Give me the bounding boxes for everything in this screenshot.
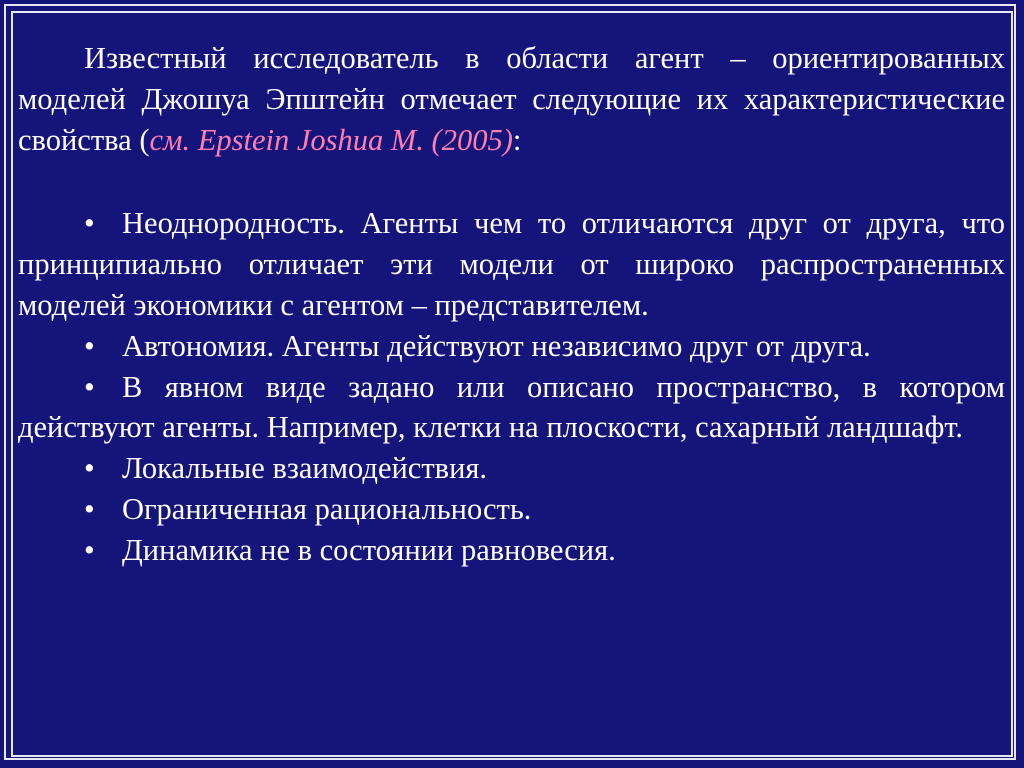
list-item-text: Автономия. Агенты действуют независимо друг от друга. <box>122 328 871 363</box>
intro-paragraph <box>18 38 1005 160</box>
list-item-text: Неоднородность. Агенты чем то отличаются друг от друга, что принципиально отличает эти модели от широко распространенных моделей экономики с агентом – представителем. <box>18 206 1005 322</box>
slide-content <box>18 38 1005 571</box>
list-item-text: Ограниченная рациональность. <box>122 491 532 526</box>
list-item <box>18 367 1005 449</box>
list-item <box>18 203 1005 325</box>
bullet-icon: • <box>84 369 95 404</box>
intro-text: Известный исследователь в области агент – ориентированных моделей Джошуа Эпштейн отмечает следующие их характеристические свойства ( <box>18 41 1005 157</box>
bullet-icon: • <box>84 532 95 567</box>
list-item-text: Динамика не в состоянии равновесия. <box>122 532 616 567</box>
list-item <box>18 530 1005 571</box>
intro-tail: : <box>512 122 522 157</box>
bullet-icon: • <box>84 206 95 241</box>
bullet-icon: • <box>84 328 95 363</box>
list-item <box>18 489 1005 530</box>
list-item-text: Локальные взаимодействия. <box>122 451 488 486</box>
list-item <box>18 448 1005 489</box>
list-item <box>18 326 1005 367</box>
list-item-text: В явном виде задано или описано пространство, в котором действуют агенты. Например, клетки на плоскости, сахарный ландшафт. <box>18 369 1005 445</box>
paragraph-gap <box>18 160 1005 203</box>
bullet-icon: • <box>84 451 95 486</box>
reference-citation: см. Epstein Joshua M. (2005) <box>149 122 513 157</box>
bullet-icon: • <box>84 491 95 526</box>
